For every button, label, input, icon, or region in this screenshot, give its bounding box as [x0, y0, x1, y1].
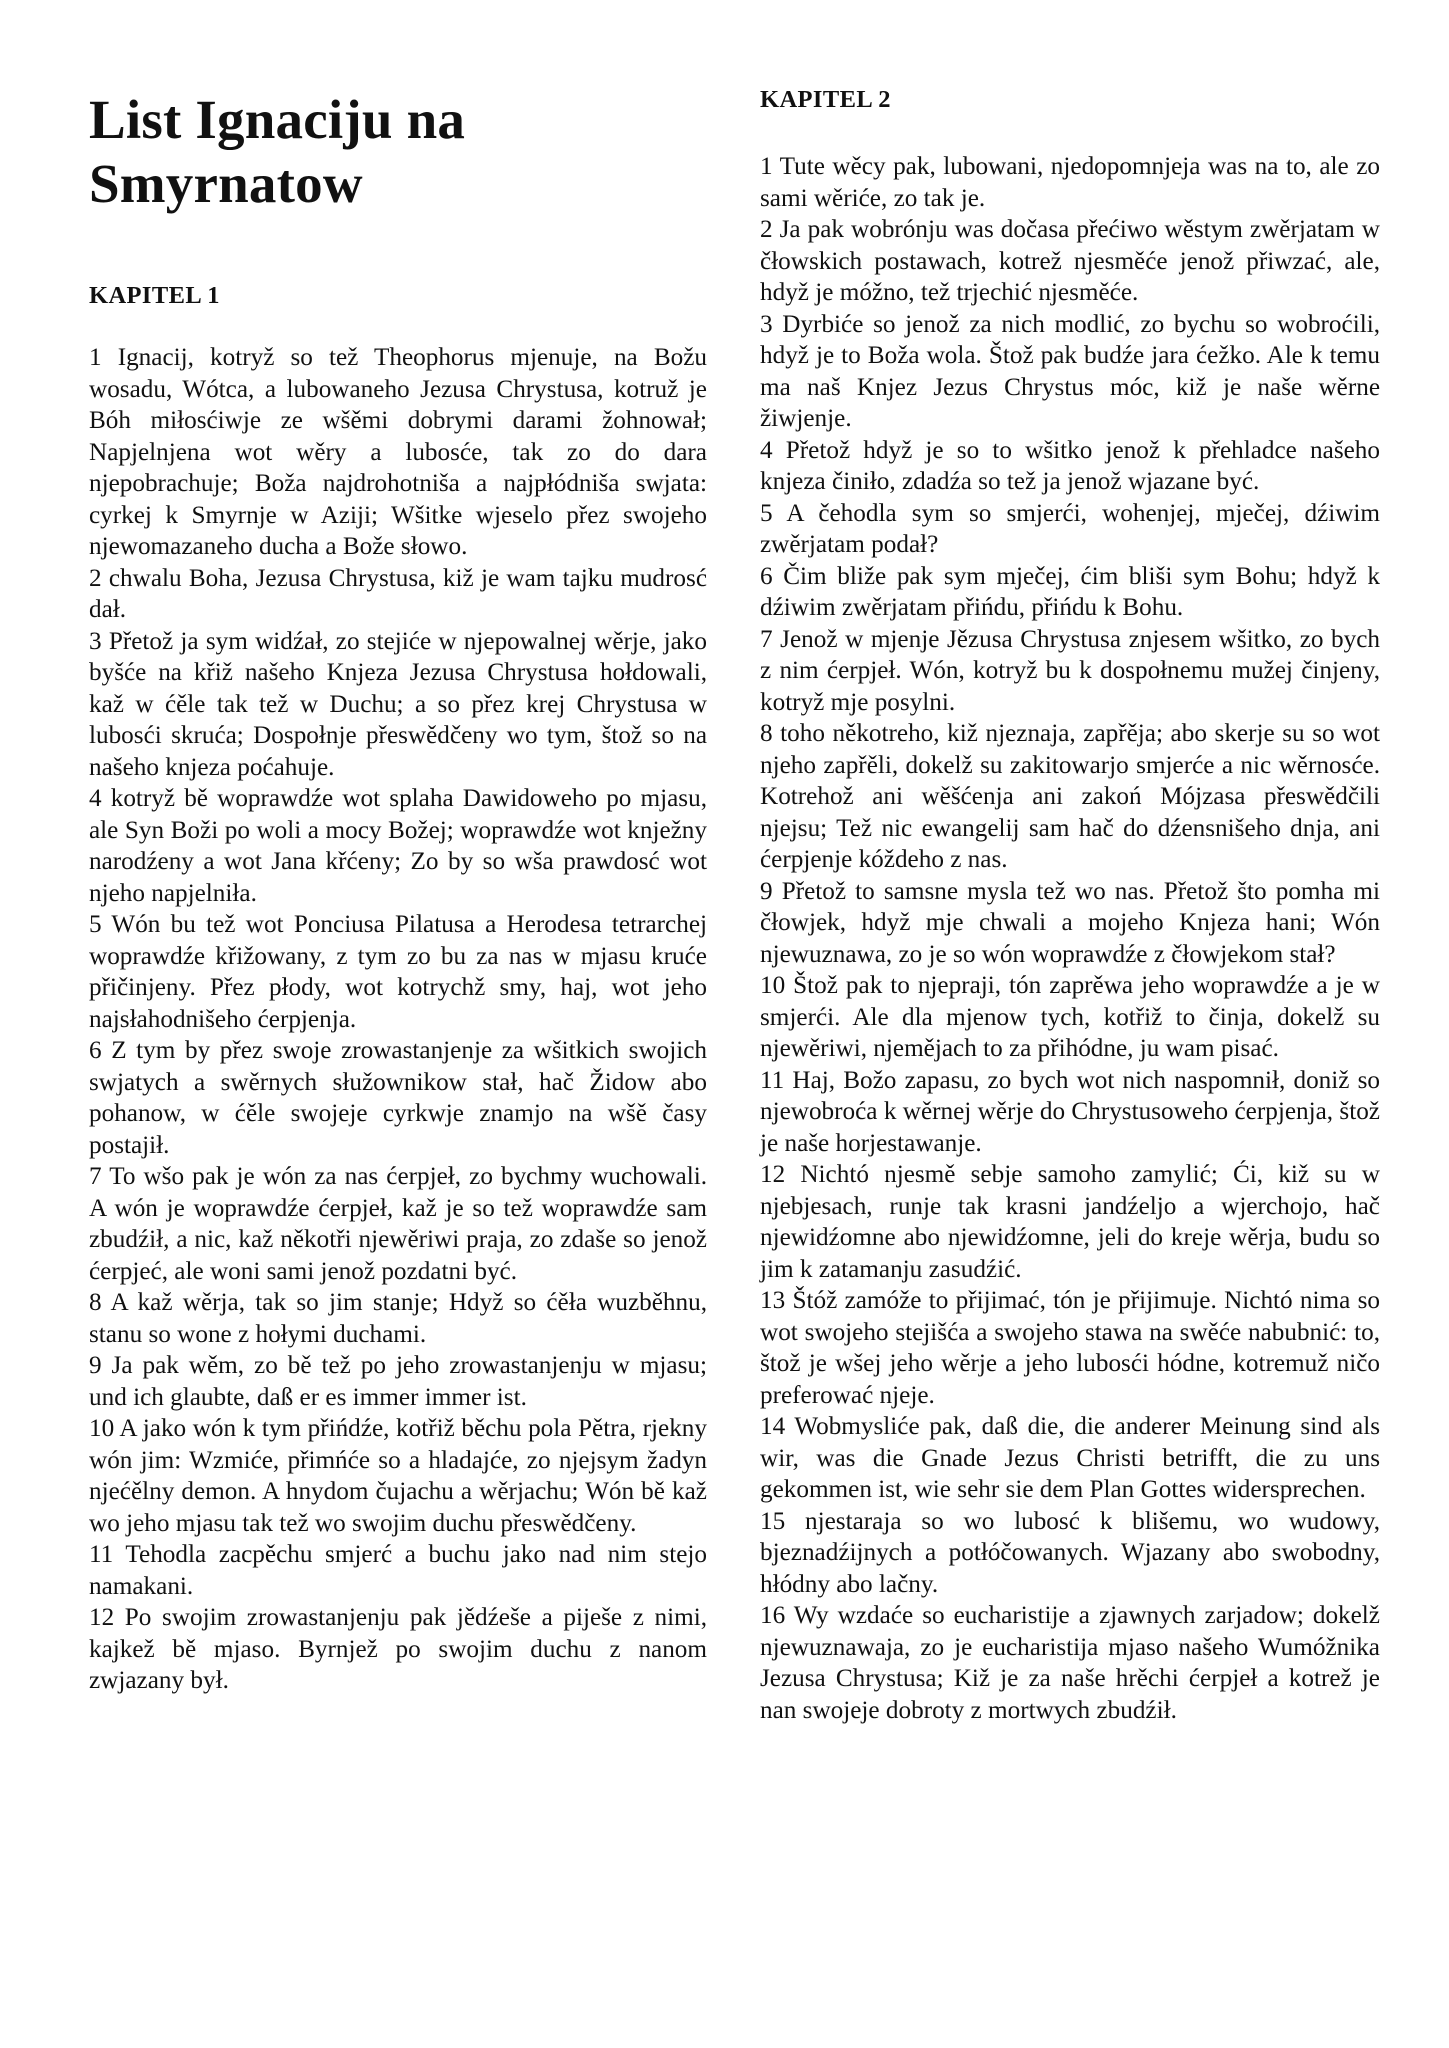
chapter-2-verse-14: 14 Wobmysliće pak, daß die, die anderer Meinung sind als wir, was die Gnade Jezus Christi betrifft, die zu uns gekommen ist, wie sehr sie dem Plan Gottes widersprechen. [760, 1413, 1380, 1503]
chapter-1-verse-2: 2 chwalu Boha, Jezusa Chrystusa, kiž je wam tajku mudrosć dał. [89, 564, 707, 623]
chapter-1-text [89, 342, 707, 1697]
chapter-1-verse-11: 11 Tehodla zacpěchu smjerć a buchu jako nad nim stejo namakani. [89, 1541, 707, 1600]
chapter-2-verse-9: 9 Přetož to samsne mysla tež wo nas. Přetož što pomha mi čłowjek, hdyž mje chwali a mojeho Knjeza hani; Wón njewuznawa, zo je so wón woprawdźe z čłowjekom stał? [760, 877, 1380, 968]
chapter-1-verse-7: 7 To wšo pak je wón za nas ćerpjeł, zo bychmy wuchowali. A wón je woprawdźe ćerpjeł, kaž je so tež woprawdźe sam zbudźił, a nic, kaž někotři njewěriwi praja, zo zdaše so jenož ćerpjeć, ale woni sami jenož pozdatni być. [89, 1163, 707, 1285]
chapter-1-heading: KAPITEL 1 [89, 282, 220, 309]
chapter-1-verse-8: 8 A kaž wěrja, tak so jim stanje; Hdyž so ćěła wuzběhnu, stanu so wone z hołymi duchami. [89, 1289, 707, 1348]
chapter-2-verse-11: 11 Haj, Božo zapasu, zo bych wot nich naspomnił, doniž so njewobroća k wěrnej wěrje do Chrystusoweho ćerpjenja, štož je naše horjestawanje. [760, 1066, 1380, 1157]
chapter-2-text [760, 151, 1380, 1726]
chapter-2-verse-7: 7 Jenož w mjenje Jězusa Chrystusa znjesem wšitko, zo bych z nim ćerpjeł. Wón, kotryž bu k dospołnemu mužej činjeny, kotryž mje posylni. [760, 625, 1380, 716]
chapter-1-verse-5: 5 Wón bu tež wot Ponciusa Pilatusa a Herodesa tetrarchej woprawdźe křižowany, z tym zo bu za nas w mjasu kruće přičinjeny. Přez płody, wot kotrychž smy, haj, wot jeho najsłahodnišeho ćerpjenja. [89, 911, 707, 1033]
chapter-2-verse-12: 12 Nichtó njesmě sebje samoho zamylić; Ći, kiž su w njebjesach, runje tak krasni jandźeljo a wjerchojo, hač njewidźomne abo njewidźomne, jeli do kreje wěrja, budu so jim k zatamanju zasudźić. [760, 1161, 1380, 1283]
chapter-2-verse-16: 16 Wy wzdaće so eucharistije a zjawnych zarjadow; dokelž njewuznawaja, zo je eucharistija mjaso našeho Wumóžnika Jezusa Chrystusa; Kiž je za naše hrěchi ćerpjeł a kotrež je nan swojeje dobroty z mortwych zbudźił. [760, 1602, 1380, 1724]
chapter-1-verse-6: 6 Z tym by přez swoje zrowastanjenje za wšitkich swojich swjatych a swěrnych słužownikow stał, hač Židow abo pohanow, w ćěle swojeje cyrkwje znamjo na wšě časy postajił. [89, 1037, 707, 1159]
chapter-2-verse-8: 8 toho někotreho, kiž njeznaja, zapřěja; abo skerje su so wot njeho zapřěli, dokelž su zakitowarjo smjerće a nic wěrnosće. Kotrehož ani wěšćenja ani zakoń Mójzasa přeswědčili njejsu; Tež nic ewangelij sam hač do dźensnišeho dnja, ani ćerpjenje kóždeho z nas. [760, 720, 1380, 873]
chapter-1-verse-1: 1 Ignacij, kotryž so tež Theophorus mjenuje, na Božu wosadu, Wótca, a lubowaneho Jezusa Chrystusa, kotruž je Bóh miłosćiwje ze wšěmi dobrymi darami žohnował; Napjelnjena wot wěry a lubosće, tak zo do dara njepobrachuje; Boža najdrohotniša a najpłódniša swjata: cyrkej k Smyrnje w Aziji; Wšitke wjeselo přez swojeho njewomazaneho ducha a Bože słowo. [89, 344, 707, 560]
chapter-2-verse-15: 15 njestaraja so wo lubosć k blišemu, wo wudowy, bjeznadźijnych a potłóčowanych. Wjazany abo swobodny, hłódny abo lačny. [760, 1507, 1380, 1598]
chapter-2-verse-5: 5 A čehodla sym so smjerći, wohenjej, mječej, dźiwim zwěrjatam podał? [760, 499, 1380, 558]
chapter-1-verse-12: 12 Po swojim zrowastanjenju pak jědźeše a piješe z nimi, kajkež bě mjaso. Byrnjež po swojim duchu z nanom zwjazany był. [89, 1604, 707, 1694]
chapter-2-verse-13: 13 Štóž zamóže to přijimać, tón je přijimuje. Nichtó nima so wot swojeho stejišća a swojeho stawa na swěće nabubnić: to, štož je wšej jeho wěrje a jeho lubosći hódne, kotremuž ničo preferować njeje. [760, 1287, 1380, 1409]
chapter-2-verse-6: 6 Čim bliže pak sym mječej, ćim bliši sym Bohu; hdyž k dźiwim zwěrjatam přińdu, přińdu k Bohu. [760, 562, 1380, 621]
chapter-2-verse-10: 10 Štož pak to njepraji, tón zaprěwa jeho woprawdźe a je w smjerći. Ale dla mjenow tych, kotřiž to činja, dokelž su njewěriwi, njemějach to za přihódne, ju wam pisać. [760, 972, 1380, 1062]
chapter-2-heading: KAPITEL 2 [760, 86, 891, 113]
chapter-1-verse-10: 10 A jako wón k tym přińdźe, kotřiž běchu pola Pětra, rjekny wón jim: Wzmiće, přimńće so a hladajće, zo njejsym žadyn njećělny demon. A hnydom čujachu a wěrjachu; Wón bě kaž wo jeho mjasu tak tež wo swojim duchu přeswědčeny. [89, 1415, 707, 1537]
chapter-1-verse-9: 9 Ja pak wěm, zo bě tež po jeho zrowastanjenju w mjasu; und ich glaubte, daß er es immer immer ist. [89, 1352, 707, 1411]
chapter-1-verse-4: 4 kotryž bě woprawdźe wot splaha Dawidoweho po mjasu, ale Syn Boži po woli a mocy Božej; woprawdźe wot knježny narodźeny a wot Jana křćeny; Zo by so wša prawdosć wot njeho napjelniła. [89, 785, 707, 907]
chapter-2-verse-2: 2 Ja pak wobrónju was dočasa přećiwo wěstym zwěrjatam w čłowskich postawach, kotrež njesměće jenož přiwzać, ale, hdyž je móžno, tež trjechić njesměće. [760, 216, 1380, 306]
document-title: List Ignaciju na Smyrnatow [89, 89, 466, 214]
chapter-2-verse-1: 1 Tute wěcy pak, lubowani, njedopomnjeja was na to, ale zo sami wěriće, zo tak je. [760, 153, 1380, 212]
chapter-2-verse-4: 4 Přetož hdyž je so to wšitko jenož k přehladce našeho knjeza činiło, zdadźa so tež ja jenož wjazane być. [760, 436, 1380, 495]
chapter-2-verse-3: 3 Dyrbiće so jenož za nich modlić, zo bychu so wobroćili, hdyž je to Boža wola. Štož pak budźe jara ćežko. Ale k temu ma naš Knjez Jezus Chrystus móc, kiž je naše wěrne žiwjenje. [760, 310, 1380, 432]
chapter-1-verse-3: 3 Přetož ja sym widźał, zo stejiće w njepowalnej wěrje, jako byšće na křiž našeho Knjeza Jezusa Chrystusa hołdowali, kaž w ćěle tak tež w Duchu; a so přez krej Chrystusa w lubosći skruća; Dospołnje přeswědčeny wo tym, štož so na našeho knjeza poćahuje. [89, 627, 707, 781]
